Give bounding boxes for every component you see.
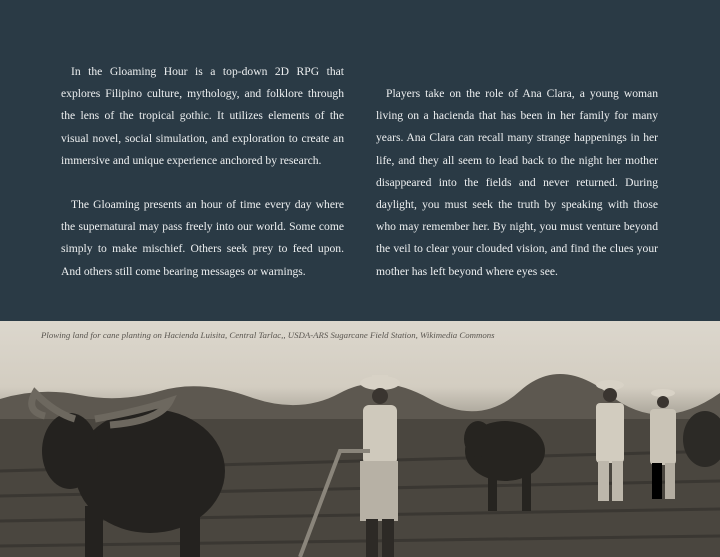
paragraph-intro: In the Gloaming Hour is a top-down 2D RPG that explores Filipino culture, mythology, and folklore through the lens of the tropical gothic. It utilizes elements of the visual novel, social simulation, and exploration to create an immersive and unique experience anchored by research.: [61, 65, 344, 167]
left-column: [61, 61, 344, 283]
photo-illustration: [0, 321, 720, 557]
paragraph-gloaming: The Gloaming presents an hour of time every day where the supernatural may pass freely into our world. Some come simply to make mischief. Others seek prey to feed upon. And others still come bearing messages or warnings.: [61, 198, 344, 278]
historical-photo: [0, 321, 720, 557]
paragraph-ana-clara: Players take on the role of Ana Clara, a young woman living on a hacienda that has been in her family for many years. Ana Clara can recall many strange happenings in her life, and they all seem to lead back to the night her mother disappeared into the fields and never returned. During daylight, you must seek the truth by speaking with those who may remember her. By night, you must venture beyond the veil to clear your clouded vision, and find the clues your mother has left beyond where eyes see.: [376, 87, 658, 278]
photo-caption: Plowing land for cane planting on Hacienda Luisita, Central Tarlac,, USDA-ARS Sugarcane Field Station, Wikimedia Commons: [41, 330, 495, 340]
right-column: [376, 83, 658, 283]
